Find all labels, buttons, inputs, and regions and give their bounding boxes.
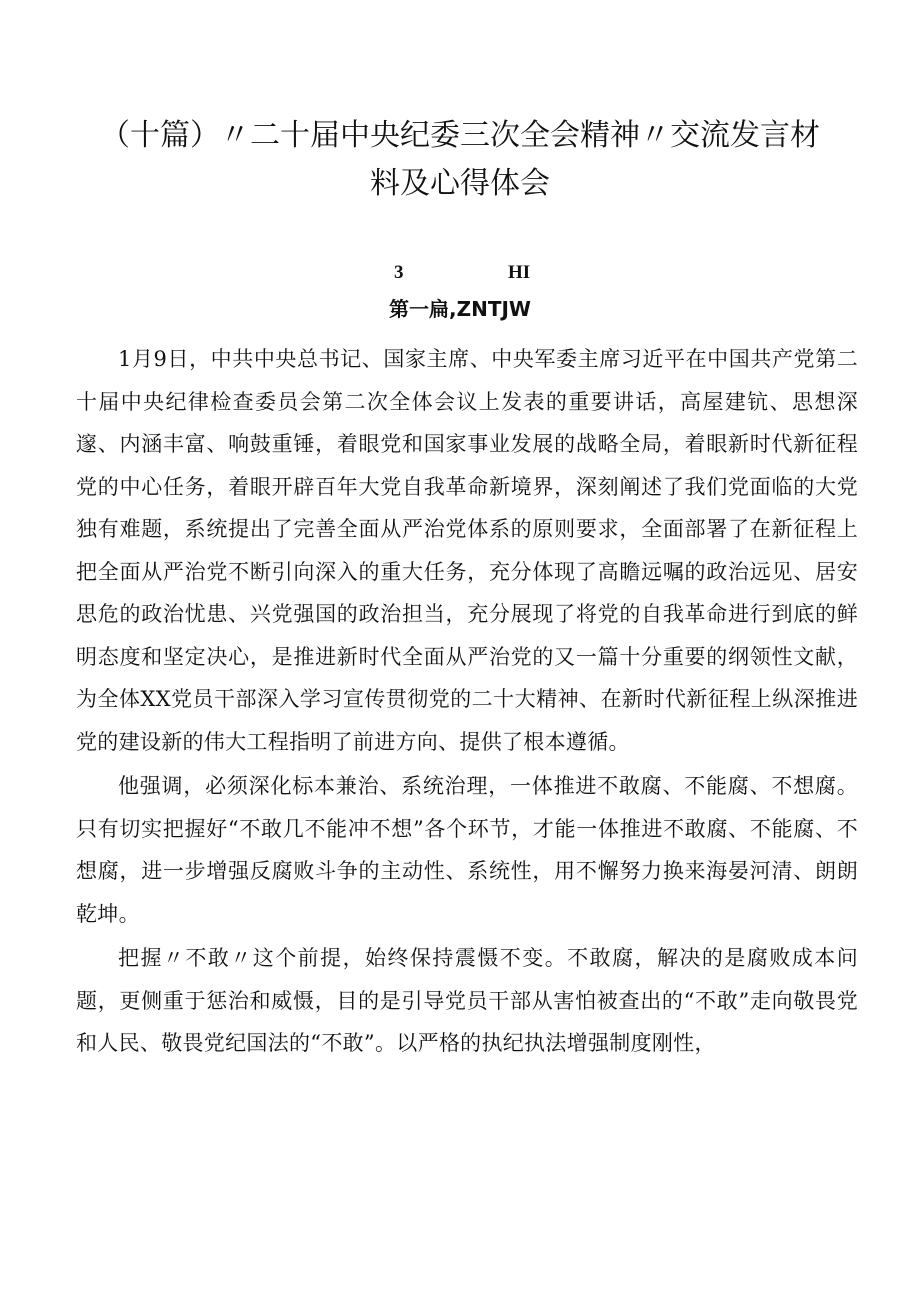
paragraph-3: 把握〃不敢〃这个前提，始终保持震慑不变。不敢腐，解决的是腐败成本问题，更侧重于惩治和威慑，目的是引导党员干部从害怕被查出的“不敢”走向敬畏党和人民、敬畏党纪国法的“不敢”。以严格的执纪执法增强制度刚性， xyxy=(76,946,858,1055)
paragraph-1: 1月9日，中共中央总书记、国家主席、中央军委主席习近平在中国共产党第二十届中央纪律检查委员会第二次全体会议上发表的重要讲话，高屋建钪、思想深邃、内涵丰富、响鼓重锤，着眼党和国家事业发展的战略全局，着眼新时代新征程党的中心任务，着眼开辟百年大党自我革命新境界，深刻阐述了我们党面临的大党独有难题，系统提出了完善全面从严治党体系的原则要求，全面部署了在新征程上把全面从严治党不断引向深入的重大任务，充分体现了高瞻远嘱的政治远见、居安思危的政治忧患、兴党强国的政治担当，充分展现了将党的自我革命进行到底的鲜明态度和坚定决心，是推进新时代全面从严治党的又一篇十分重要的纲领性文献，为全体XX党员干部深入学习宣传贯彻党的二十大精神、在新时代新征程上纵深推进党的建设新的伟大工程指明了前进方向、提供了根本遵循。 xyxy=(76,347,858,754)
document-title xyxy=(80,112,840,208)
paragraph-2: 他强调，必须深化标本兼治、系统治理，一体推进不敢腐、不能腐、不想腐。只有切实把握好“不敢几不能冲不想”各个环节，才能一体推进不敢腐、不能腐、不想腐，进一步增强反腐败斗争的主动性、系统性，用不懈努力换来海晏河清、朗朗乾坤。 xyxy=(76,774,858,926)
meta-row xyxy=(0,262,920,290)
title-line-1: （十篇）〃二十届中央纪委三次全会精神〃交流发言材 xyxy=(100,118,820,153)
meta-code: HI xyxy=(508,262,531,283)
meta-number: 3 xyxy=(394,262,404,283)
title-line-2: 料及心得体会 xyxy=(370,166,550,201)
document-body xyxy=(76,338,858,1067)
section-heading: 第一扁,ZNTJW xyxy=(389,297,531,321)
